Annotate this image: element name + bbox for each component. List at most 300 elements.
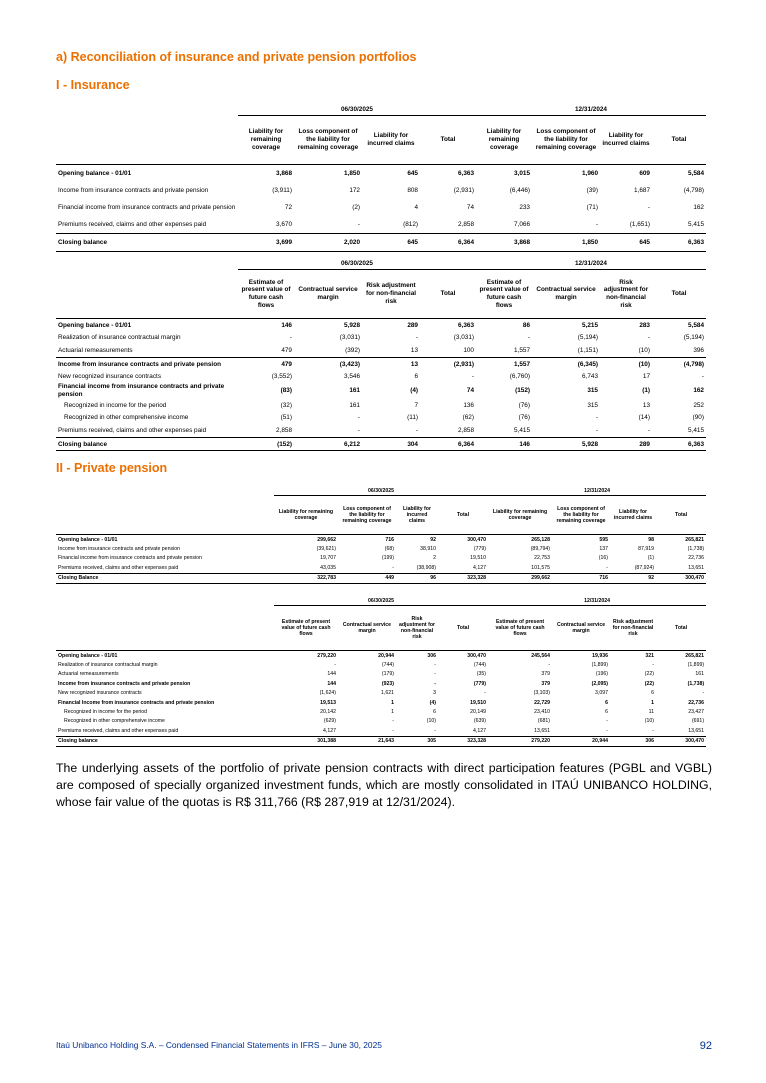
column-header: Estimate of present value of future cash flows — [479, 278, 529, 309]
value-cell: (14) — [638, 414, 650, 422]
table-row — [56, 344, 706, 357]
column-header: Liability for incurred claims — [403, 505, 431, 525]
table-row — [56, 736, 706, 746]
value-cell: 7,066 — [514, 221, 530, 228]
column-header: Total — [675, 511, 688, 518]
row-label: Income from insurance contracts and private pension — [58, 546, 180, 553]
value-cell: 300,470 — [656, 573, 706, 583]
value-cell: 20,944 — [552, 736, 610, 746]
value-cell: 3,670 — [276, 221, 292, 228]
table-row — [56, 383, 706, 399]
value-cell: (1,151) — [577, 346, 598, 354]
value-cell: 1 — [651, 699, 655, 706]
table-row — [56, 544, 706, 553]
row-label: Opening balance - 01/01 — [56, 651, 274, 661]
value-cell: 3 — [433, 690, 436, 697]
value-cell: (1,899) — [591, 662, 609, 669]
value-cell: (51) — [280, 414, 292, 422]
row-label: Recognized in other comprehensive income — [64, 718, 165, 725]
value-cell: 72 — [284, 204, 292, 211]
table-row — [56, 717, 706, 726]
value-cell: 306 — [396, 651, 438, 661]
value-cell: 2,858 — [276, 426, 292, 434]
value-cell: 396 — [693, 346, 704, 354]
value-cell: 283 — [600, 319, 652, 332]
value-cell: 2,020 — [294, 234, 362, 252]
value-cell: (35) — [476, 671, 487, 678]
value-cell: (744) — [473, 662, 487, 669]
column-header: Total — [457, 511, 470, 518]
value-cell: 43,035 — [320, 564, 336, 571]
column-header: Liability for remaining coverage — [486, 128, 522, 151]
value-cell: 161 — [349, 401, 360, 409]
value-cell: 13,651 — [534, 727, 551, 734]
value-cell: 136 — [463, 401, 474, 409]
value-cell: 5,415 — [688, 221, 704, 228]
value-cell: (39) — [586, 187, 598, 194]
value-cell: (812) — [403, 221, 418, 228]
value-cell: 101,575 — [531, 564, 551, 571]
value-cell: 96 — [396, 573, 438, 583]
value-cell: (3,031) — [453, 334, 474, 342]
value-cell: (22) — [644, 680, 655, 687]
value-cell: (22) — [644, 671, 655, 678]
value-cell: 6 — [651, 690, 655, 697]
value-cell: 11 — [648, 709, 655, 716]
value-cell: 22,736 — [688, 699, 705, 706]
value-cell: 6,363 — [420, 165, 476, 183]
table-row — [56, 670, 706, 679]
period-label: 06/30/2025 — [274, 486, 488, 496]
value-cell: 300,470 — [438, 651, 488, 661]
value-cell: 3,097 — [595, 690, 609, 697]
value-cell: 2 — [433, 555, 436, 562]
row-label: Financial Income from insurance contracts and private pension — [58, 699, 215, 706]
column-header: Liability for incurred claims — [613, 508, 653, 521]
value-cell: 22,736 — [688, 555, 705, 562]
value-cell: 20,149 — [470, 709, 487, 716]
table-row — [56, 698, 706, 707]
column-header: Total — [457, 624, 470, 631]
value-cell: - — [392, 727, 394, 734]
table-row — [56, 332, 706, 345]
value-cell: 144 — [327, 680, 336, 687]
table-row — [56, 182, 706, 199]
value-cell: - — [484, 690, 487, 697]
value-cell: - — [392, 564, 394, 571]
value-cell: 6,363 — [652, 234, 706, 252]
value-cell: 20,142 — [320, 709, 336, 716]
value-cell: 92 — [610, 573, 656, 583]
value-cell: 315 — [587, 387, 598, 395]
row-label: Realization of insurance contractual margin — [58, 334, 181, 342]
value-cell: 3,868 — [238, 165, 294, 183]
value-cell: 1,621 — [381, 690, 394, 697]
row-label: Recognized in income for the period — [64, 709, 148, 716]
value-cell: 645 — [362, 165, 420, 183]
value-cell: 265,821 — [656, 535, 706, 545]
column-header: Total — [671, 136, 687, 144]
row-label: Premiums received, claims and other expenses paid — [58, 727, 179, 734]
value-cell: (681) — [537, 718, 551, 725]
value-cell: 6,212 — [294, 437, 362, 451]
value-cell: 4,127 — [473, 564, 487, 571]
table-row — [56, 165, 706, 183]
value-cell: 17 — [642, 373, 650, 381]
value-cell: 2,858 — [458, 221, 474, 228]
value-cell: - — [334, 662, 336, 669]
value-cell: 1,557 — [514, 346, 530, 354]
value-cell: - — [647, 334, 650, 342]
value-cell: 13,651 — [688, 727, 705, 734]
value-cell: 1,557 — [476, 357, 532, 370]
row-label: Premiums received, claims and other expenses paid — [58, 221, 207, 228]
value-cell: (1,651) — [629, 221, 650, 228]
value-cell: (68) — [384, 546, 394, 553]
value-cell: 23,410 — [534, 709, 551, 716]
value-cell: (4,798) — [652, 357, 706, 370]
column-header: Estimate of present value of future cash flows — [241, 278, 291, 309]
value-cell: 645 — [362, 234, 420, 252]
value-cell: - — [606, 727, 609, 734]
value-cell: 716 — [552, 573, 610, 583]
row-label: Premiums received, claims and other expenses paid — [58, 564, 179, 571]
value-cell: 86 — [476, 319, 532, 332]
column-header: Liability for remaining coverage — [248, 128, 284, 151]
value-cell: - — [434, 671, 436, 678]
value-cell: 161 — [695, 671, 705, 678]
column-header: Total — [671, 290, 687, 298]
value-cell: (32) — [280, 401, 292, 409]
value-cell: - — [357, 221, 360, 228]
table-row — [56, 707, 706, 716]
period-label: 12/31/2024 — [476, 104, 706, 116]
row-label: Actuarial remeasurements — [58, 346, 133, 354]
value-cell: (392) — [345, 346, 360, 354]
section-title: a) Reconciliation of insurance and private pension portfolios — [56, 50, 417, 64]
column-header: Contractual service margin — [342, 621, 392, 634]
value-cell: 19,513 — [320, 699, 336, 706]
value-cell: 1,850 — [294, 165, 362, 183]
value-cell: 449 — [338, 573, 396, 583]
value-cell: - — [702, 690, 705, 697]
column-header: Contractual service margin — [298, 286, 358, 301]
value-cell: 6,363 — [652, 437, 706, 451]
value-cell: 379 — [541, 671, 551, 678]
value-cell: - — [652, 662, 655, 669]
value-cell: - — [434, 662, 436, 669]
table-row — [56, 199, 706, 216]
value-cell: (179) — [381, 671, 394, 678]
value-cell: (76) — [518, 414, 530, 422]
value-cell: 252 — [693, 401, 704, 409]
value-cell: (1,624) — [319, 690, 336, 697]
table-row — [56, 216, 706, 234]
value-cell: (923) — [381, 680, 394, 687]
value-cell: 100 — [463, 346, 474, 354]
value-cell: - — [595, 414, 598, 422]
value-cell: - — [289, 334, 292, 342]
value-cell: 5,928 — [532, 437, 600, 451]
value-cell: - — [652, 727, 655, 734]
value-cell: 74 — [466, 204, 474, 211]
value-cell: 279,220 — [488, 736, 552, 746]
table-row — [56, 399, 706, 412]
value-cell: - — [434, 680, 436, 687]
value-cell: 21,643 — [338, 736, 396, 746]
value-cell: 6,363 — [420, 319, 476, 332]
value-cell: 7 — [414, 401, 418, 409]
period-label: 06/30/2025 — [274, 596, 488, 606]
value-cell: 13 — [362, 357, 420, 370]
value-cell: (5,194) — [577, 334, 598, 342]
table-row — [56, 660, 706, 669]
value-cell: (6,760) — [509, 373, 530, 381]
insurance-table-1 — [56, 104, 706, 252]
value-cell: (89,794) — [530, 546, 551, 553]
value-cell: 74 — [466, 387, 474, 395]
value-cell: 379 — [541, 680, 551, 687]
value-cell: 172 — [349, 187, 360, 194]
value-cell: (691) — [691, 718, 705, 725]
value-cell: 595 — [552, 535, 610, 545]
column-header: Liability for incurred claims — [367, 132, 415, 147]
value-cell: 23,427 — [688, 709, 705, 716]
value-cell: (3,031) — [339, 334, 360, 342]
row-label: Recognized in income for the period — [64, 401, 167, 409]
column-header: Total — [440, 136, 456, 144]
row-label: Closing Balance — [56, 573, 274, 583]
table-row — [56, 319, 706, 332]
value-cell: 245,564 — [488, 651, 552, 661]
value-cell: 162 — [693, 387, 704, 395]
value-cell: 22,729 — [534, 699, 551, 706]
value-cell: 306 — [610, 736, 656, 746]
table-row — [56, 424, 706, 437]
value-cell: (2) — [352, 204, 360, 211]
value-cell: (10) — [426, 718, 436, 725]
value-cell: - — [606, 718, 609, 725]
value-cell: (10) — [600, 357, 652, 370]
column-header: Risk adjustment for non-financial risk — [365, 282, 417, 305]
table-row — [56, 573, 706, 583]
value-cell: 13 — [642, 401, 650, 409]
value-cell: 305 — [396, 736, 438, 746]
row-label: Opening balance - 01/01 — [56, 165, 238, 183]
column-header: Total — [440, 290, 456, 298]
value-cell: 144 — [327, 671, 336, 678]
row-label: New recognized insurance contracts — [58, 373, 162, 381]
value-cell: 1,960 — [532, 165, 600, 183]
table-row — [56, 234, 706, 252]
value-cell: 13 — [410, 346, 418, 354]
value-cell: 19,936 — [552, 651, 610, 661]
value-cell: (199) — [381, 555, 394, 562]
value-cell: 146 — [476, 437, 532, 451]
value-cell: 289 — [362, 319, 420, 332]
table-row — [56, 370, 706, 383]
row-label: Financial income from insurance contracts and private pension — [58, 382, 225, 398]
value-cell: - — [606, 564, 609, 571]
value-cell: (2,931) — [453, 187, 474, 194]
table-row — [56, 437, 706, 451]
value-cell: 146 — [238, 319, 294, 332]
value-cell: - — [357, 426, 360, 434]
value-cell: 137 — [599, 546, 609, 553]
value-cell: (1,899) — [687, 662, 705, 669]
column-header: Liability for remaining coverage — [278, 508, 334, 521]
value-cell: 300,470 — [438, 535, 488, 545]
value-cell: 5,584 — [652, 165, 706, 183]
value-cell: 479 — [238, 357, 294, 370]
value-cell: 299,662 — [274, 535, 338, 545]
pension-title: II - Private pension — [56, 461, 168, 475]
value-cell: (2,095) — [591, 680, 609, 687]
period-label: 12/31/2024 — [488, 596, 706, 606]
value-cell: 5,584 — [652, 319, 706, 332]
value-cell: 1,850 — [532, 234, 600, 252]
row-label: Income from insurance contracts and private pension — [58, 680, 191, 687]
value-cell: - — [392, 718, 394, 725]
value-cell: (10) — [638, 346, 650, 354]
period-label: 06/30/2025 — [238, 258, 476, 270]
value-cell: 609 — [600, 165, 652, 183]
value-cell: 92 — [396, 535, 438, 545]
value-cell: 299,662 — [488, 573, 552, 583]
column-header: Liability for remaining coverage — [492, 508, 548, 521]
value-cell: 5,415 — [514, 426, 530, 434]
value-cell: (3,552) — [271, 373, 292, 381]
value-cell: 3,015 — [476, 165, 532, 183]
value-cell: 38,910 — [420, 546, 436, 553]
value-cell: 3,699 — [238, 234, 294, 252]
row-label: Income from insurance contracts and private pension — [56, 357, 238, 370]
value-cell: (4) — [429, 699, 436, 706]
value-cell: (83) — [280, 387, 292, 395]
row-label: New recognized insurance contracts — [58, 690, 142, 697]
row-label: Opening balance - 01/01 — [56, 319, 238, 332]
value-cell: (1) — [642, 387, 650, 395]
value-cell: (3,423) — [294, 357, 362, 370]
value-cell: 22,753 — [534, 555, 551, 562]
table-row — [56, 651, 706, 661]
value-cell: (1,738) — [687, 546, 705, 553]
value-cell: 19,707 — [320, 555, 336, 562]
value-cell: 808 — [407, 187, 418, 194]
value-cell: (3,911) — [272, 187, 292, 194]
value-cell: (3,103) — [533, 690, 551, 697]
table-row — [56, 412, 706, 425]
value-cell: 4 — [414, 204, 418, 211]
value-cell: 4,127 — [323, 727, 336, 734]
row-label: Recognized in other comprehensive income — [64, 414, 189, 422]
value-cell: (11) — [407, 414, 418, 422]
table-row — [56, 535, 706, 545]
pension-table-2 — [56, 596, 706, 747]
insurance-table-2 — [56, 258, 706, 451]
value-cell: (87,924) — [634, 564, 655, 571]
value-cell: (152) — [515, 387, 530, 395]
value-cell: (38,908) — [416, 564, 436, 571]
value-cell: 87,919 — [638, 546, 655, 553]
page-footer: Itaú Unibanco Holding S.A. – Condensed Financial Statements in IFRS – June 30, 2025 — [56, 1040, 382, 1050]
value-cell: - — [471, 373, 474, 381]
row-label: Closing balance — [56, 234, 238, 252]
row-label: Actuarial remeasurements — [58, 671, 119, 678]
value-cell: 6 — [605, 709, 609, 716]
value-cell: (6,345) — [532, 357, 600, 370]
column-header: Estimate of present value of future cash flows — [281, 618, 331, 638]
value-cell: (1) — [647, 555, 655, 562]
value-cell: (10) — [644, 718, 655, 725]
column-header: Total — [675, 624, 688, 631]
value-cell: 323,328 — [438, 573, 488, 583]
value-cell: 322,783 — [274, 573, 338, 583]
value-cell: - — [647, 426, 650, 434]
value-cell: 1 — [391, 709, 394, 716]
value-cell: 2,858 — [458, 426, 474, 434]
value-cell: 300,470 — [656, 736, 706, 746]
table-row — [56, 554, 706, 563]
value-cell: - — [595, 426, 598, 434]
table-row — [56, 357, 706, 370]
value-cell: 20,944 — [338, 651, 396, 661]
column-header: Loss component of the liability for remaining coverage — [556, 505, 606, 525]
value-cell: (4,798) — [683, 187, 704, 194]
value-cell: 233 — [519, 204, 530, 211]
value-cell: 645 — [600, 234, 652, 252]
value-cell: - — [434, 727, 436, 734]
value-cell: 265,128 — [488, 535, 552, 545]
value-cell: 479 — [281, 346, 292, 354]
value-cell: 304 — [362, 437, 420, 451]
value-cell: (744) — [381, 662, 394, 669]
value-cell: 5,415 — [688, 426, 704, 434]
value-cell: (779) — [473, 546, 487, 553]
row-label: Opening balance - 01/01 — [56, 535, 274, 545]
value-cell: 1,687 — [634, 187, 650, 194]
value-cell: (4) — [410, 387, 418, 395]
column-header: Contractual service margin — [536, 286, 596, 301]
value-cell: (629) — [323, 718, 336, 725]
value-cell: 6,364 — [420, 234, 476, 252]
value-cell: - — [527, 334, 530, 342]
value-cell: 716 — [338, 535, 396, 545]
row-label: Closing balance — [56, 437, 238, 451]
value-cell: 321 — [610, 651, 656, 661]
value-cell: - — [701, 373, 704, 381]
pension-assets-paragraph: The underlying assets of the portfolio of private pension contracts with direct participation features (PGBL and VGBL) are composed of specially organized investment funds, which are mostly consolidated in ITAÚ UNIBANCO HOLDING, whose fair value of the quotas is R$ 311,766 (R$ 287,919 at 12/31/2024). — [56, 761, 712, 809]
value-cell: 323,328 — [438, 736, 488, 746]
value-cell: - — [357, 414, 360, 422]
value-cell: (90) — [692, 414, 704, 422]
value-cell: 289 — [600, 437, 652, 451]
row-label: Financial income from insurance contracts and private pension — [58, 203, 236, 211]
column-header: Risk adjustment for non-financial risk — [612, 618, 654, 638]
value-cell: 301,388 — [274, 736, 338, 746]
table-row — [56, 679, 706, 688]
value-cell: (639) — [473, 718, 487, 725]
table-row — [56, 563, 706, 573]
value-cell: 161 — [349, 387, 360, 395]
value-cell: (71) — [586, 204, 598, 211]
value-cell: (2,931) — [420, 357, 476, 370]
value-cell: 6 — [433, 709, 436, 716]
row-label: Income from insurance contracts and private pension — [58, 187, 209, 194]
column-header: Risk adjustment for non-financial risk — [398, 615, 436, 641]
value-cell: 6 — [605, 699, 609, 706]
value-cell: (62) — [462, 414, 474, 422]
